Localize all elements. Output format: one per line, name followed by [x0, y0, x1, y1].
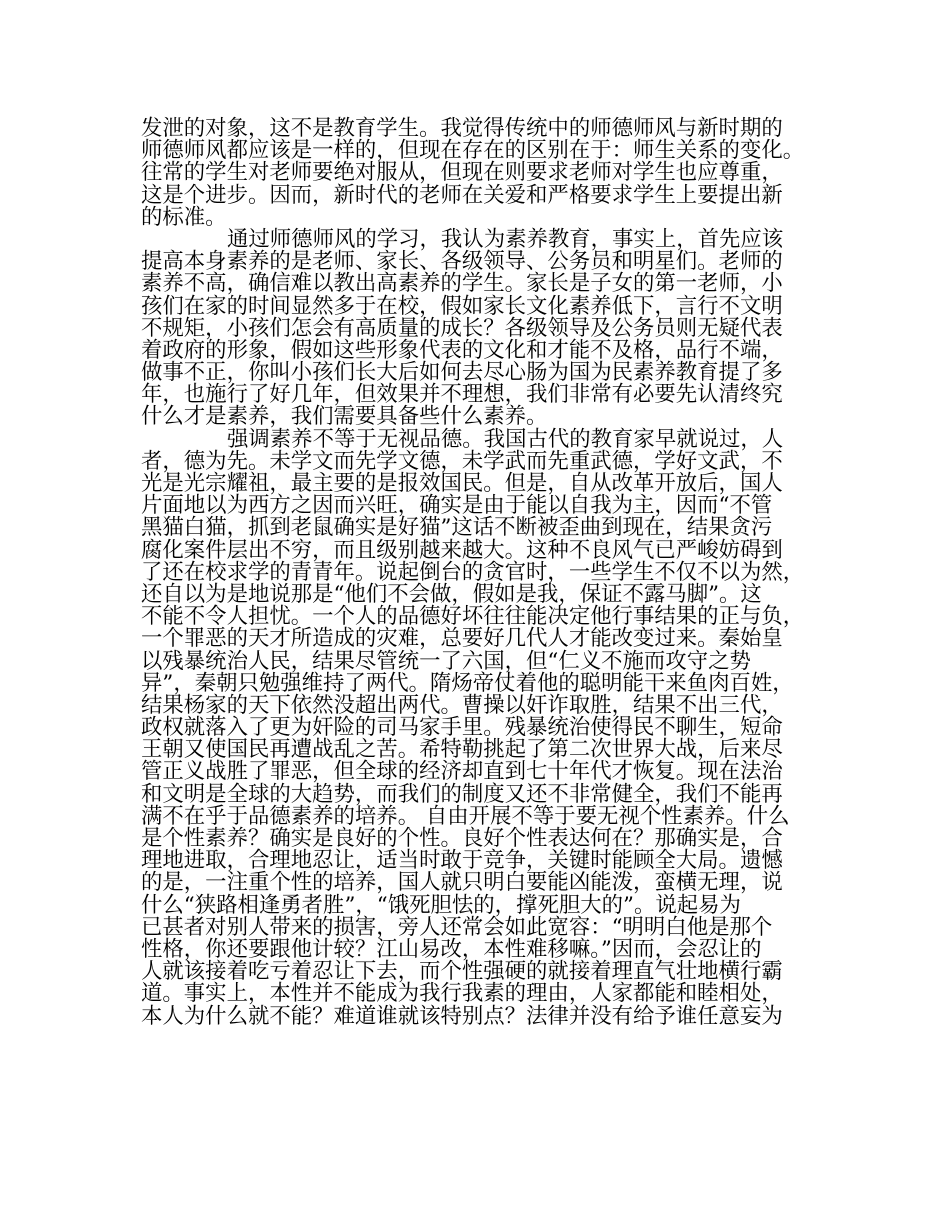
text-line: 提高本身素养的是老师、家长、各级领导、公务员和明星们。老师的: [141, 249, 783, 275]
essay-text: [141, 118, 816, 1028]
text-line: 师德师风都应该是一样的，但现在存在的区别在于：师生关系的变化。: [141, 138, 805, 164]
text-line: 发泄的对象，这不是教育学生。我觉得传统中的师德师风与新时期的: [141, 116, 783, 141]
text-line: 往常的学生对老师要绝对服从，但现在则要求老师对学生也应尊重，: [141, 160, 783, 186]
text-line: 本人为什么就不能？难道谁就该特别点？法律并没有给予谁任意妄为: [141, 1003, 783, 1029]
text-line: 年，也施行了好几年，但效果并不理想，我们非常有必要先认清终究: [141, 382, 783, 408]
paragraph-start-line: 强调素养不等于无视品德。我国古代的教育家早就说过，人: [227, 426, 784, 452]
text-line: 了还在校求学的青青年。说起倒台的贪官时，一些学生不仅不以为然，: [141, 559, 805, 585]
text-line: 什么才是素养，我们需要具备些什么素养。: [141, 404, 548, 430]
text-line: 理地进取，合理地忍让，适当时敢于竞争，关键时能顾全大局。遗憾: [141, 848, 783, 874]
text-line: 王朝又使国民再遭战乱之苦。希特勒挑起了第二次世界大战，后来尽: [141, 737, 783, 763]
text-line: 腐化案件层出不穷，而且级别越来越大。这种不良风气已严峻妨碍到: [141, 537, 783, 563]
paragraph-start-line: 通过师德师风的学习，我认为素养教育，事实上，首先应该: [227, 226, 784, 252]
text-line: 满不在乎于品德素养的培养。 自由开展不等于要无视个性素养。什么: [141, 803, 790, 829]
text-line: 和文明是全球的大趋势，而我们的制度又还不非常健全，我们不能再: [141, 781, 783, 807]
text-line: 做事不正，你叫小孩们长大后如何去尽心肠为国为民素养教育提了多: [141, 360, 783, 386]
text-line: 光是光宗耀祖，最主要的是报效国民。但是，自从改革开放后，国人: [141, 471, 783, 496]
text-line: 一个罪恶的天才所造成的灾难，总要好几代人才能改变过来。秦始皇: [141, 626, 783, 652]
text-line: 这是个进步。因而，新时代的老师在关爱和严格要求学生上要提出新: [141, 182, 783, 208]
text-line: 已甚者对别人带来的损害，旁人还常会如此宽容：“明明白他是那个: [141, 914, 773, 940]
text-line: 管正义战胜了罪恶，但全球的经济却直到七十年代才恢复。现在法治: [141, 759, 783, 785]
text-line: 孩们在家的时间显然多于在校，假如家长文化素养低下，言行不文明: [141, 293, 783, 319]
text-line: 性格，你还要跟他计较？江山易改，本性难移嘛。”因而，会忍让的: [141, 936, 762, 962]
text-line: 素养不高，确信难以教出高素养的学生。家长是子女的第一老师，小: [141, 271, 783, 297]
text-line: 不规矩，小孩们怎会有高质量的成长？各级领导及公务员则无疑代表: [141, 315, 783, 341]
text-line: 不能不令人担忧。一个人的品德好坏往往能决定他行事结果的正与负，: [141, 604, 805, 630]
text-line: 黑猫白猫，抓到老鼠确实是好猫”这话不断被歪曲到现在，结果贪污: [141, 515, 773, 541]
text-line: 人就该接着吃亏着忍让下去，而个性强硬的就接着理直气壮地横行霸: [141, 959, 783, 985]
text-line: 异”，秦朝只勉强维持了两代。隋炀帝仗着他的聪明能干来鱼肉百姓，: [141, 670, 794, 696]
text-line: 片面地以为西方之因而兴旺，确实是由于能以自我为主，因而“不管: [141, 493, 773, 519]
text-line: 是个性素养？确实是良好的个性。良好个性表达何在？那确实是，合: [141, 826, 783, 851]
text-line: 的标准。: [141, 204, 227, 230]
text-line: 的是，一注重个性的培养，国人就只明白要能凶能泼，蛮横无理，说: [141, 870, 783, 896]
text-line: 者，德为先。未学文而先学文德，未学武而先重武德，学好文武，不: [141, 448, 783, 474]
text-line: 以残暴统治人民，结果尽管统一了六国，但“仁义不施而攻守之势: [141, 648, 751, 674]
text-line: 还自以为是地说那是“他们不会做，假如是我，保证不露马脚”。这: [141, 581, 762, 607]
text-line: 道。事实上，本性并不能成为我行我素的理由，人家都能和睦相处，: [141, 981, 783, 1007]
text-line: 政权就落入了更为奸险的司马家手里。残暴统治使得民不聊生，短命: [141, 715, 783, 741]
text-line: 着政府的形象，假如这些形象代表的文化和才能不及格，品行不端，: [141, 337, 783, 363]
text-line: 结果杨家的天下依然没超出两代。曹操以奸诈取胜，结果不出三代，: [141, 692, 783, 718]
text-line: 什么“狭路相逢勇者胜”，“饿死胆怯的，撑死胆大的”。说起易为: [141, 892, 741, 918]
